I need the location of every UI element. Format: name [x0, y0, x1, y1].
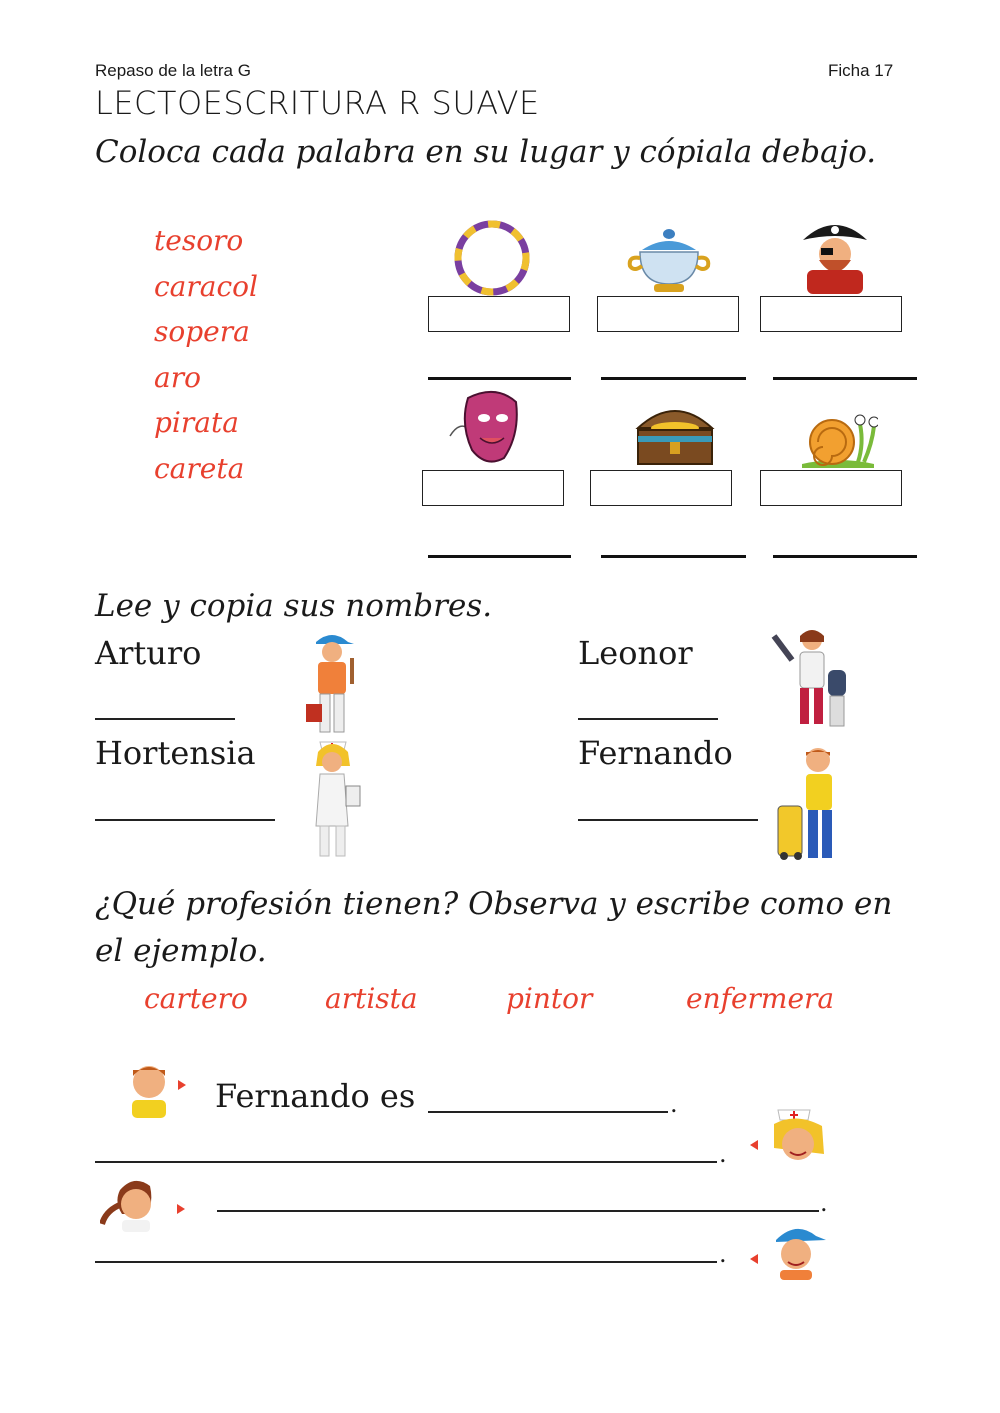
- answer-line[interactable]: [95, 1261, 717, 1263]
- mask-icon: [446, 384, 526, 468]
- example-sentence: Fernando es: [215, 1077, 416, 1115]
- answer-line[interactable]: [428, 1111, 668, 1113]
- arrow-left-icon: [750, 1254, 758, 1264]
- exercise3-instruction-cont: el ejemplo.: [95, 933, 267, 969]
- person-name-hortensia: Hortensia: [95, 734, 256, 772]
- copy-line[interactable]: [773, 377, 917, 380]
- nurse-face-icon: [766, 1108, 828, 1170]
- copy-line[interactable]: [428, 555, 571, 558]
- worksheet-subtitle: Repaso de la letra G: [95, 61, 251, 80]
- answer-box[interactable]: [760, 470, 902, 506]
- copy-line[interactable]: [578, 819, 758, 821]
- word-bank: [154, 224, 258, 497]
- painter-face-icon: [766, 1220, 828, 1280]
- page-title: LECTOESCRITURA R SUAVE: [95, 84, 540, 122]
- profession-word: enfermera: [686, 982, 835, 1015]
- exercise3-instruction: ¿Qué profesión tienen? Observa y escribe como en: [95, 886, 893, 922]
- sentence-period: .: [820, 1189, 828, 1217]
- word-bank-item: tesoro: [154, 224, 244, 257]
- copy-line[interactable]: [95, 718, 235, 720]
- answer-box[interactable]: [428, 296, 570, 332]
- postman-face-icon: [124, 1056, 174, 1118]
- painter-icon: [296, 628, 366, 736]
- answer-line[interactable]: [217, 1210, 819, 1212]
- copy-line[interactable]: [601, 555, 746, 558]
- word-bank-item: caracol: [154, 269, 258, 303]
- artist-icon: [770, 626, 854, 730]
- person-name-fernando: Fernando: [578, 734, 733, 772]
- exercise1-instruction: Coloca cada palabra en su lugar y cópiala debajo.: [95, 134, 877, 170]
- word-bank-item: pirata: [154, 406, 239, 439]
- artist-face-icon: [100, 1174, 166, 1232]
- answer-line[interactable]: [95, 1161, 717, 1163]
- arrow-right-icon: [178, 1080, 186, 1090]
- arrow-left-icon: [750, 1140, 758, 1150]
- sentence-period: .: [670, 1090, 678, 1118]
- word-bank-item: sopera: [154, 315, 250, 348]
- profession-word: cartero: [144, 982, 248, 1015]
- nurse-icon: [300, 736, 366, 860]
- hoop-ring-icon: [452, 220, 532, 298]
- pirate-icon: [795, 214, 875, 294]
- person-name-leonor: Leonor: [578, 634, 693, 672]
- copy-line[interactable]: [428, 377, 571, 380]
- sentence-period: .: [719, 1240, 727, 1268]
- word-bank-item: aro: [154, 360, 201, 394]
- profession-word: pintor: [506, 982, 593, 1015]
- copy-line[interactable]: [95, 819, 275, 821]
- copy-line[interactable]: [578, 718, 718, 720]
- postman-icon: [774, 744, 854, 862]
- answer-box[interactable]: [590, 470, 732, 506]
- answer-box[interactable]: [760, 296, 902, 332]
- arrow-right-icon: [177, 1204, 185, 1214]
- exercise2-instruction: Lee y copia sus nombres.: [95, 588, 493, 624]
- word-bank-item: careta: [154, 451, 245, 485]
- copy-line[interactable]: [601, 377, 746, 380]
- person-name-arturo: Arturo: [95, 634, 202, 672]
- soup-tureen-icon: [624, 222, 714, 298]
- answer-box[interactable]: [422, 470, 564, 506]
- sheet-number: Ficha 17: [828, 61, 894, 80]
- sentence-period: .: [719, 1140, 727, 1168]
- treasure-chest-icon: [632, 400, 718, 468]
- profession-word: artista: [325, 982, 418, 1015]
- copy-line[interactable]: [773, 555, 917, 558]
- answer-box[interactable]: [597, 296, 739, 332]
- snail-icon: [798, 404, 878, 472]
